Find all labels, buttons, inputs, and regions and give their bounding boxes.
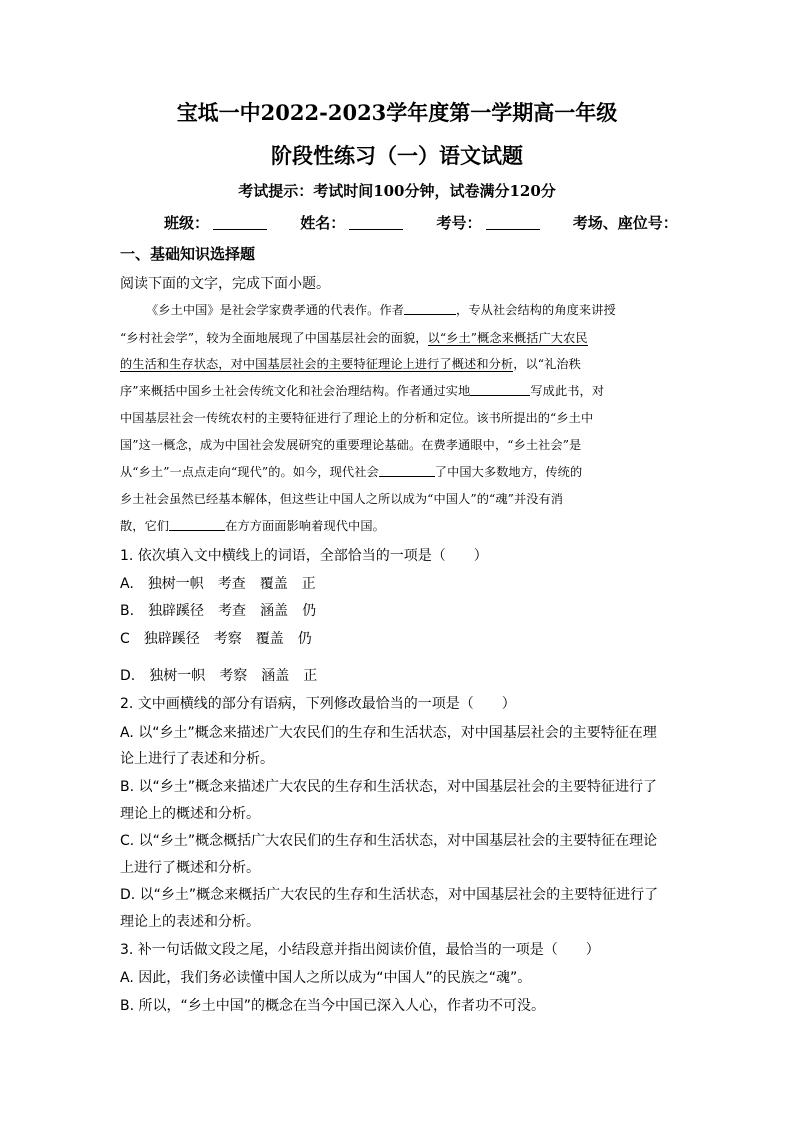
fill-blank-4 bbox=[169, 518, 225, 531]
passage-line: 的生活和生存状态，对中国基层社会的主要特征理论上进行了概述和分析，以“礼治秩 bbox=[120, 357, 581, 371]
class-label: 班级： bbox=[164, 214, 210, 232]
question-3-stem: 3. 补一句话做文段之尾，小结段意并指出阅读价值，最恰当的一项是（ ） bbox=[120, 942, 600, 958]
student-info-row bbox=[164, 212, 682, 233]
underlined-text: 的生活和生存状态，对中国基层社会的主要特征理论上进行了概述和分析 bbox=[120, 357, 514, 371]
passage-line: 从“乡土”一点点走向“现代”的。如今，现代社会 了中国大多数地方，传统的 bbox=[120, 465, 583, 479]
q3-option-b[interactable]: B. 所以，“乡土中国”的概念在当今中国已深入人心，作者功不可没。 bbox=[120, 998, 546, 1014]
passage-line: 中国基层社会一传统农村的主要特征进行了理论上的分析和定位。该书所提出的“乡土中 bbox=[120, 411, 594, 425]
q2-option-b-line1[interactable]: B. 以“乡土”概念来描述广大农民的生存和生活状态，对中国基层社会的主要特征进行了 bbox=[120, 779, 658, 795]
fill-blank-3 bbox=[379, 464, 435, 477]
passage-line: 散，它们 在方方面面影响着现代中国。 bbox=[120, 519, 385, 533]
fill-blank-2 bbox=[470, 383, 530, 396]
q1-option-b[interactable]: B. 独辟蹊径 考查 涵盖 仍 bbox=[120, 603, 317, 619]
q1-option-c[interactable]: C 独辟蹊径 考察 覆盖 仍 bbox=[120, 631, 312, 647]
name-blank bbox=[349, 215, 403, 230]
name-label: 姓名： bbox=[300, 214, 346, 232]
question-2-stem: 2. 文中画横线的部分有语病，下列修改最恰当的一项是（ ） bbox=[120, 696, 516, 712]
q1-option-a[interactable]: A. 独树一帜 考查 覆盖 正 bbox=[120, 576, 316, 592]
q2-option-a-line2[interactable]: 论上进行了表述和分析。 bbox=[120, 751, 274, 767]
underlined-text: 以“乡土”概念来概括广大农民 bbox=[427, 331, 588, 345]
section-title: 一、基础知识选择题 bbox=[120, 245, 256, 263]
passage-line: 《乡土中国》是社会学家费孝通的代表作。作者 ，专从社会结构的角度来讲授 bbox=[146, 303, 616, 317]
q3-option-a[interactable]: A. 因此，我们务必读懂中国人之所以成为“中国人”的民族之“魂”。 bbox=[120, 970, 532, 986]
q2-option-a-line1[interactable]: A. 以“乡土”概念来描述广大农民们的生存和生活状态，对中国基层社会的主要特征在理 bbox=[120, 725, 657, 741]
q2-option-c-line1[interactable]: C. 以“乡土”概念概括广大农民们的生存和生活状态，对中国基层社会的主要特征在理论 bbox=[120, 833, 658, 849]
seat-label: 考场、座位号： bbox=[572, 214, 678, 232]
q2-option-b-line2[interactable]: 理论上的概述和分析。 bbox=[120, 806, 260, 822]
q2-option-d-line1[interactable]: D. 以“乡土”概念来概括广大农民的生存和生活状态，对中国基层社会的主要特征进行了 bbox=[120, 887, 659, 903]
exam-number-label: 考号： bbox=[436, 214, 482, 232]
class-blank bbox=[213, 215, 267, 230]
fill-blank-1 bbox=[404, 302, 456, 315]
exam-subtitle: 阶段性练习（一）语文试题 bbox=[271, 143, 523, 168]
passage-line: “乡村社会学”，较为全面地展现了中国基层社会的面貌，以“乡土”概念来概括广大农民 bbox=[120, 331, 588, 345]
q1-option-d[interactable]: D. 独树一帜 考察 涵盖 正 bbox=[120, 668, 318, 684]
exam-hint: 考试提示：考试时间100分钟，试卷满分120分 bbox=[238, 182, 556, 200]
q2-option-c-line2[interactable]: 上进行了概述和分析。 bbox=[120, 860, 260, 876]
q2-option-d-line2[interactable]: 理论上的表述和分析。 bbox=[120, 914, 260, 930]
passage-line: 乡土社会虽然已经基本解体，但这些让中国人之所以成为“中国人”的“魂”并没有消 bbox=[120, 492, 564, 506]
passage-line: 序”来概括中国乡土社会传统文化和社会治理结构。作者通过实地 写成此书，对 bbox=[120, 384, 605, 398]
question-1-stem: 1. 依次填入文中横线上的词语，全部恰当的一项是（ ） bbox=[120, 548, 488, 564]
section-instruction: 阅读下面的文字，完成下面小题。 bbox=[120, 276, 330, 292]
passage-line: 国”这一概念，成为中国社会发展研究的重要理论基础。在费孝通眼中，“乡土社会”是 bbox=[120, 438, 582, 452]
exam-title: 宝坻一中2022-2023学年度第一学期高一年级 bbox=[176, 100, 618, 125]
exam-number-blank bbox=[486, 215, 540, 230]
